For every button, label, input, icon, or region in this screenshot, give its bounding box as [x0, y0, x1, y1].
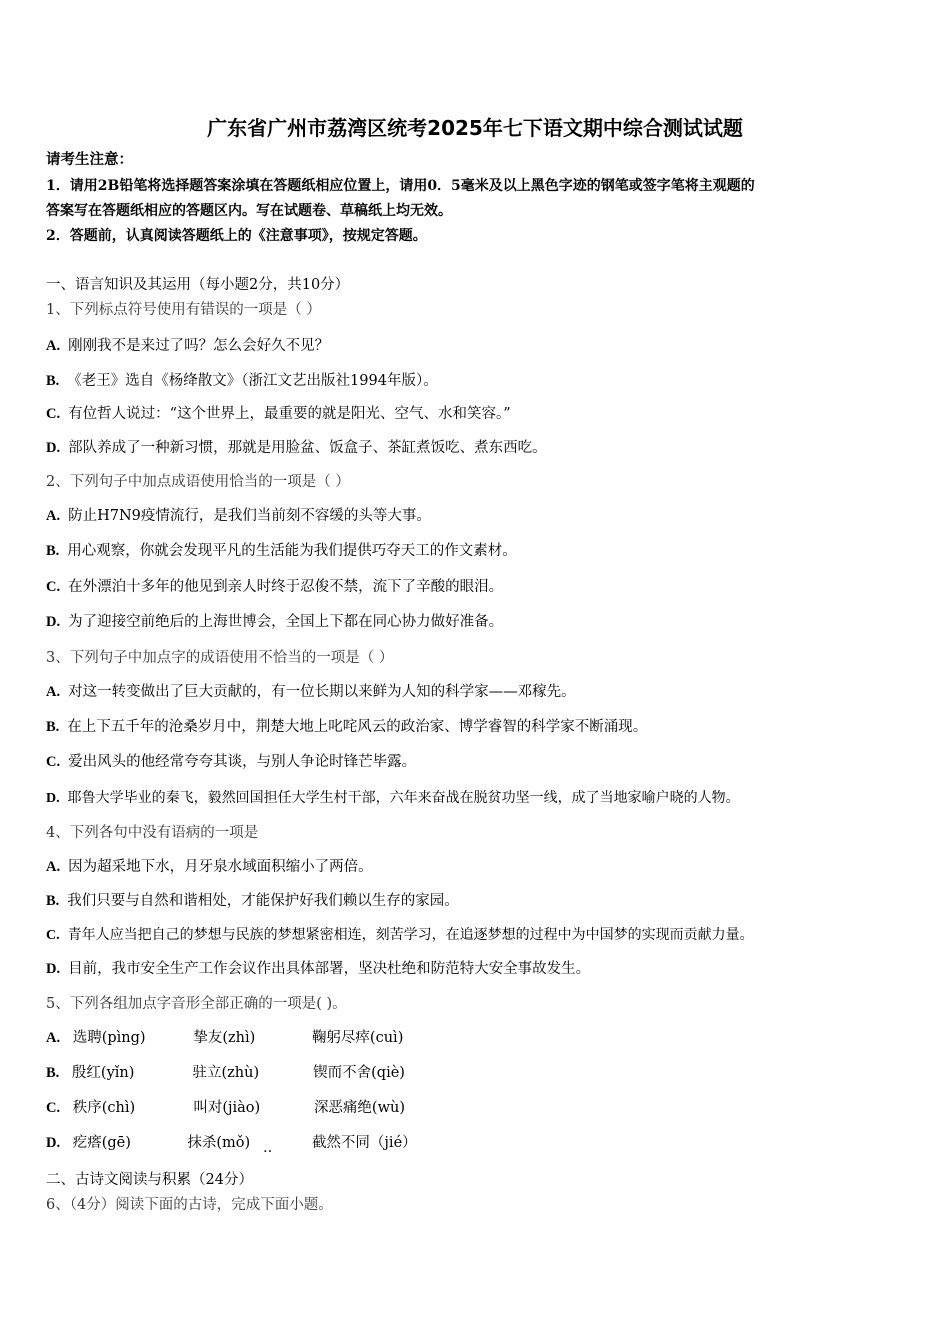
notice-heading: 请考生注意： [46, 151, 133, 168]
q3-option-b [46, 717, 647, 737]
option-label: C. [46, 754, 61, 770]
q4-option-a [46, 857, 373, 877]
word-3: 锲而不舍(qiè) [313, 1065, 405, 1081]
q5-option-d [46, 1133, 417, 1153]
word-3: 深恶痛绝(wù) [313, 1100, 406, 1116]
q4-option-c [46, 925, 754, 946]
option-text: 目前，我市安全生产工作会议作出具体部署，坚决杜绝和防范特大安全事故发生。 [68, 961, 591, 977]
option-label: A. [46, 684, 61, 700]
notice-line-1a: 1．请用2B铅笔将选择题答案涂填在答题纸相应位置上，请用0．5毫米及以上黑色字迹的钢笔或签字笔将主观题的 [46, 178, 755, 194]
option-label: B. [46, 1065, 60, 1081]
option-label: C. [46, 928, 60, 943]
option-label: D. [46, 791, 60, 806]
option-label: D. [46, 614, 61, 630]
q3-option-c [46, 752, 416, 772]
page-title: 广东省广州市荔湾区统考2025年七下语文期中综合测试试题 [207, 116, 743, 140]
option-label: B. [46, 543, 60, 559]
section-2-heading: 二、古诗文阅读与积累（24分） [46, 1172, 253, 1188]
word-1: 秩序(chì) [72, 1100, 136, 1116]
option-label: C. [46, 579, 61, 595]
q6-stem: 6、（4分）阅读下面的古诗，完成下面小题。 [46, 1197, 333, 1213]
q1-stem: 1、下列标点符号使用有错误的一项是（ ） [46, 302, 321, 318]
option-label: B. [46, 893, 60, 909]
option-text: 用心观察，你就会发现平凡的生活能为我们提供巧夺天工的作文素材。 [67, 543, 517, 559]
option-label: B. [46, 719, 60, 735]
option-label: D. [46, 440, 61, 456]
q3-option-d [46, 788, 740, 809]
option-text: 对这一转变做出了巨大贡献的，有一位长期以来鲜为人知的科学家——邓稼先。 [68, 684, 576, 700]
word-1: 殷红(yǐn) [71, 1065, 135, 1081]
q1-option-d [46, 438, 547, 458]
option-label: A. [46, 1030, 61, 1046]
word-3: 鞠躬尽瘁(cuì) [311, 1030, 404, 1046]
notice-line-2: 2．答题前，认真阅读答题纸上的《注意事项》，按规定答题。 [46, 228, 427, 244]
q5-option-a [46, 1028, 403, 1048]
word-3: 截然不同（jié） [311, 1135, 417, 1151]
option-label: A. [46, 859, 61, 875]
q1-option-a [46, 336, 329, 356]
q5-option-b [46, 1063, 405, 1083]
option-label: A. [46, 508, 61, 524]
option-label: D. [46, 961, 61, 977]
q5-option-c [46, 1098, 405, 1118]
option-label: A. [46, 338, 61, 354]
emphasis-dots: ‥ [263, 1140, 275, 1156]
option-text: 耶鲁大学毕业的秦飞，毅然回国担任大学生村干部，六年来奋战在脱贫功坚一线，成了当地家喻户晓的人物。 [67, 790, 740, 806]
q1-option-b [46, 371, 438, 391]
option-text: 《老王》选自《杨绛散文》（浙江文艺出版社1994年版）。 [67, 373, 438, 389]
q2-option-d [46, 612, 503, 632]
q2-stem: 2、下列句子中加点成语使用恰当的一项是（ ） [46, 474, 350, 490]
option-label: D. [46, 1135, 61, 1151]
q4-option-d [46, 959, 590, 979]
option-text: 在外漂泊十多年的他见到亲人时终于忍俊不禁，流下了辛酸的眼泪。 [68, 579, 504, 595]
option-text: 有位哲人说过：“这个世界上，最重要的就是阳光、空气、水和笑容。” [68, 406, 511, 422]
q4-stem: 4、下列各句中没有语病的一项是 [46, 825, 259, 841]
word-2: 叫对(jiào) [193, 1100, 261, 1116]
option-text: 我们只要与自然和谐相处，才能保护好我们赖以生存的家园。 [67, 893, 459, 909]
q1-option-c [46, 404, 511, 424]
q2-option-c [46, 577, 503, 597]
notice-line-1b: 答案写在答题纸相应的答题区内。写在试题卷、草稿纸上均无效。 [46, 203, 452, 219]
option-text: 为了迎接空前绝后的上海世博会，全国上下都在同心协力做好准备。 [68, 614, 504, 630]
option-text: 防止H7N9疫情流行，是我们当前刻不容缓的头等大事。 [68, 508, 431, 524]
option-text: 刚刚我不是来过了吗？怎么会好久不见？ [68, 338, 330, 354]
word-2: 挚友(zhì) [193, 1030, 256, 1046]
q2-option-a [46, 506, 431, 526]
option-text: 部队养成了一种新习惯，那就是用脸盆、饭盒子、茶缸煮饭吃、煮东西吃。 [68, 440, 547, 456]
option-text: 因为超采地下水，月牙泉水域面积缩小了两倍。 [68, 859, 373, 875]
option-label: C. [46, 1100, 61, 1116]
section-1-heading: 一、语言知识及其运用（每小题2分，共10分） [46, 277, 350, 293]
option-text: 青年人应当把自己的梦想与民族的梦想紧密相连，刻苦学习，在追逐梦想的过程中为中国梦的实现而贡献力量。 [67, 927, 754, 943]
q5-stem: 5、下列各组加点字音形全部正确的一项是( )。 [46, 996, 347, 1012]
word-2: 驻立(zhù) [192, 1065, 260, 1081]
option-label: C. [46, 406, 61, 422]
q2-option-b [46, 541, 517, 561]
word-1: 疙瘩(gē) [72, 1135, 131, 1151]
q3-stem: 3、下列句子中加点字的成语使用不恰当的一项是（ ） [46, 650, 394, 666]
word-2: 抹杀(mǒ) [187, 1135, 251, 1151]
q4-option-b [46, 891, 459, 911]
word-1: 选聘(pìng) [72, 1030, 146, 1046]
q3-option-a [46, 682, 576, 702]
option-text: 爱出风头的他经常夸夸其谈，与别人争论时锋芒毕露。 [68, 754, 417, 770]
option-text: 在上下五千年的沧桑岁月中，荆楚大地上叱咤风云的政治家、博学睿智的科学家不断涌现。 [67, 719, 648, 735]
option-label: B. [46, 373, 60, 389]
